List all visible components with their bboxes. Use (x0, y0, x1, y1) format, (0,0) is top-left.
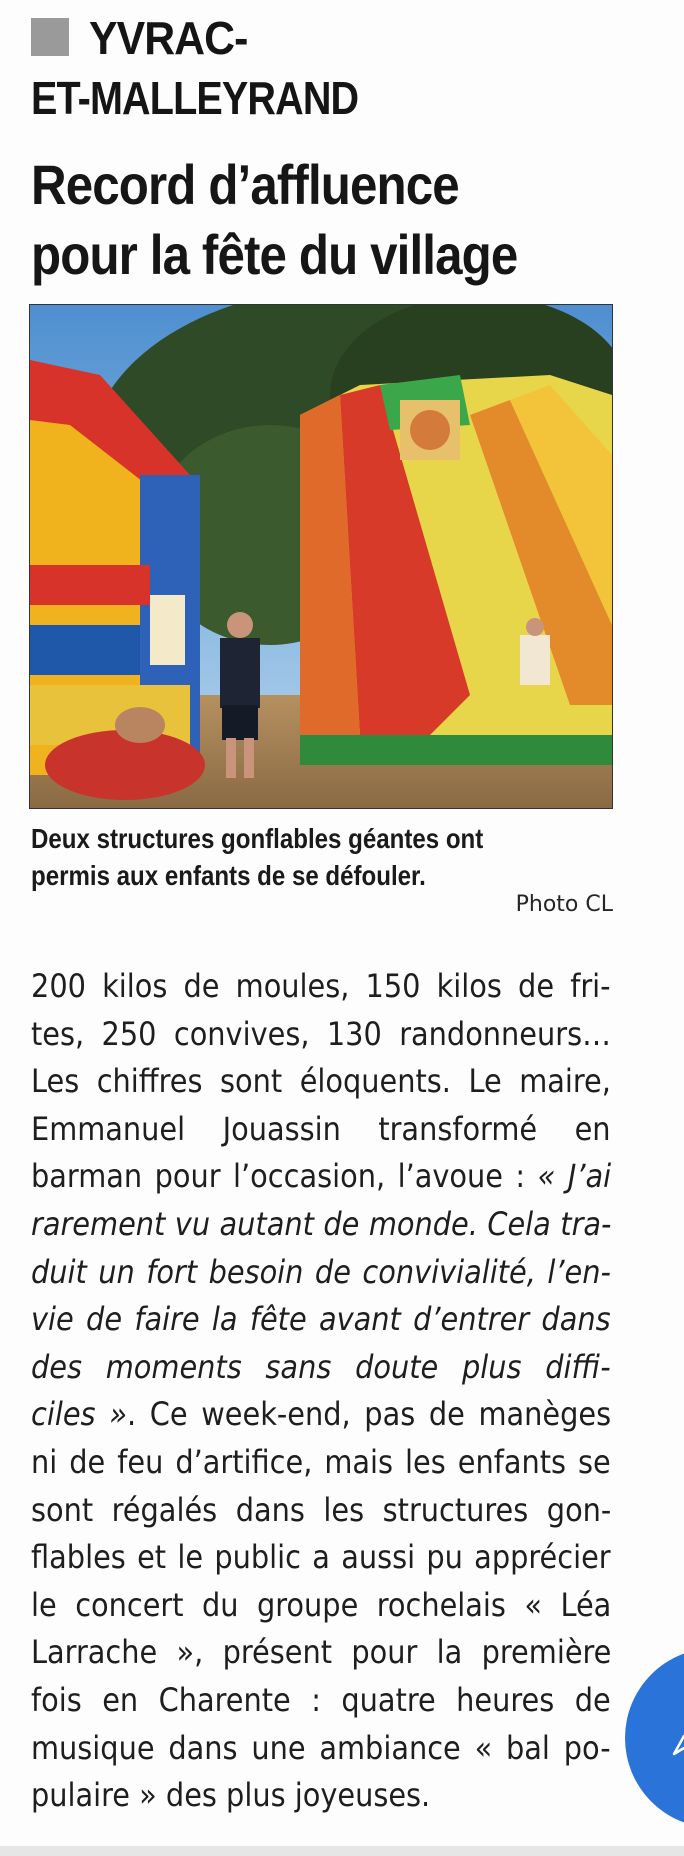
body-quote-span: duit un fort besoin de convivialité, l’en- (31, 1252, 611, 1291)
article-photo (29, 304, 613, 809)
locality-line-2: ET-MALLEYRAND (31, 72, 359, 124)
body-line (31, 1534, 611, 1582)
bottom-divider (0, 1846, 684, 1856)
body-text-span: barman pour l’occasion, l’avoue : (31, 1157, 538, 1196)
body-line (31, 1725, 611, 1773)
body-text-span: flables et le public a aussi pu apprécier (31, 1538, 611, 1577)
body-text-span: sont régalés dans les structures gon- (31, 1490, 612, 1529)
headline-line-2: pour la fête du village (31, 223, 518, 286)
locality-header (31, 14, 631, 124)
body-text-span: Emmanuel Jouassin transformé en (31, 1109, 611, 1148)
headline-line-1: Record d’affluence (31, 153, 459, 216)
inflatable-structures-photo (30, 305, 612, 808)
body-quote-span: ciles » (31, 1395, 127, 1434)
body-line (31, 1106, 611, 1154)
body-line (31, 1677, 611, 1725)
body-line (31, 1296, 611, 1344)
body-line (31, 1011, 611, 1059)
body-quote-span: « J’ai (537, 1157, 612, 1196)
body-line (31, 1249, 611, 1297)
body-text-span: . Ce week-end, pas de manèges (126, 1395, 612, 1434)
locality-square-icon (31, 18, 69, 56)
body-line (31, 1439, 611, 1487)
share-icon[interactable] (670, 1730, 684, 1758)
body-quote-span: des moments sans doute plus diffi- (31, 1347, 611, 1386)
body-line (31, 1344, 611, 1392)
headline (31, 150, 559, 290)
body-text-span: Les chiffres sont éloquents. Le maire, (31, 1062, 611, 1101)
article-body (31, 963, 611, 1820)
locality-line-1: YVRAC- (89, 12, 248, 64)
body-text-span: le concert du groupe rochelais « Léa (31, 1585, 612, 1624)
body-text-span: musique dans une ambiance « bal po- (31, 1728, 611, 1767)
caption-line-1: Deux structures gonflables géantes ont (31, 823, 484, 854)
body-text-span: ni de feu d’artifice, mais les enfants se (31, 1442, 611, 1481)
body-text-span: pulaire » des plus joyeuses. (31, 1776, 431, 1815)
body-line (31, 1391, 611, 1439)
body-text-span: 200 kilos de moules, 150 kilos de fri- (31, 967, 611, 1005)
body-line (31, 1058, 611, 1106)
body-line (31, 1629, 611, 1677)
body-line (31, 1201, 611, 1249)
body-text-span: tes, 250 convives, 130 randonneurs… (31, 1014, 611, 1053)
body-line (31, 1582, 611, 1630)
body-quote-span: vie de faire la fête avant d’entrer dans (31, 1300, 611, 1339)
caption-line-2: permis aux enfants de se défouler. (31, 860, 426, 891)
photo-caption (31, 820, 538, 894)
body-line (31, 963, 611, 1011)
body-text-span: fois en Charente : quatre heures de (31, 1680, 611, 1719)
body-quote-span: rarement vu autant de monde. Cela tra- (31, 1204, 612, 1243)
body-line (31, 1153, 611, 1201)
body-line-last (31, 1772, 611, 1820)
body-line (31, 1487, 611, 1535)
photo-credit: Photo CL (515, 892, 613, 917)
body-text-span: Larrache », présent pour la première (31, 1633, 612, 1672)
